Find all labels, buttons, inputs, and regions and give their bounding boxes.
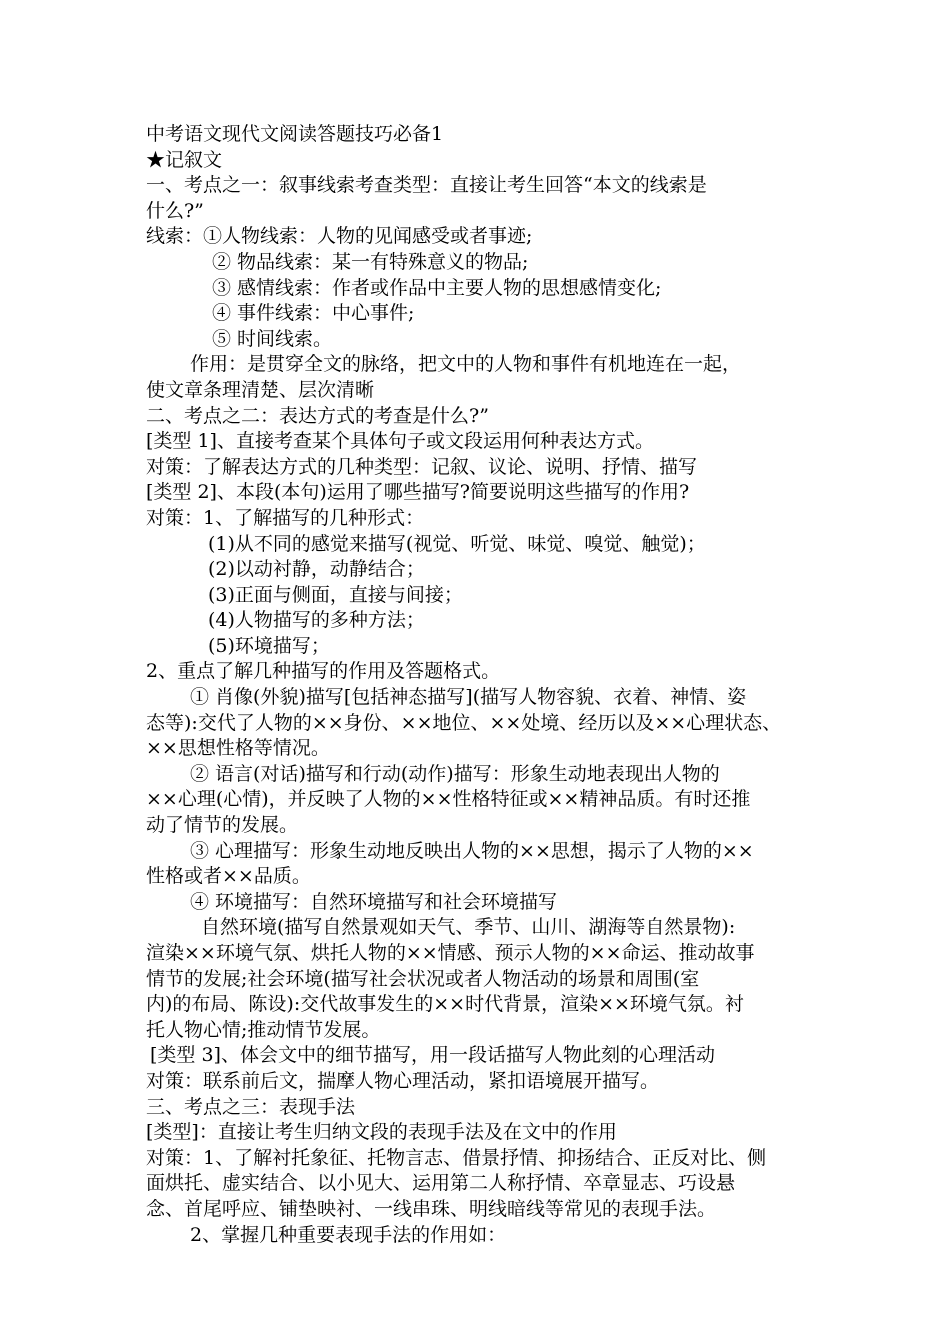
paragraph-line: [类型 1]、直接考查某个具体句子或文段运用何种表达方式。 <box>146 430 654 453</box>
clue-item: ③ 感情线索：作者或作品中主要人物的思想感情变化; <box>212 276 662 299</box>
paragraph-line: [类型 2]、本段(本句)运用了哪些描写?简要说明这些描写的作用? <box>146 481 690 504</box>
paragraph-line: 内)的布局、陈设):交代故事发生的××时代背景，渲染××环境气氛。衬 <box>146 993 744 1016</box>
form-item: (3)正面与侧面，直接与间接； <box>208 583 463 606</box>
paragraph-line: 一、考点之一：叙事线索考查类型：直接让考生回答“本文的线索是 <box>146 174 707 197</box>
paragraph-line: 对策：1、了解描写的几种形式： <box>146 506 425 529</box>
paragraph-line: 三、考点之三：表现手法 <box>146 1095 356 1118</box>
document-title: 中考语文现代文阅读答题技巧必备1 <box>146 123 444 145</box>
paragraph-line: ② 语言(对话)描写和行动(动作)描写：形象生动地表现出人物的 <box>190 762 720 785</box>
paragraph-line: 什么?” <box>146 199 204 222</box>
paragraph-line: ××心理(心情)，并反映了人物的××性格特征或××精神品质。有时还推 <box>146 788 751 811</box>
paragraph-line: 面烘托、虚实结合、以小见大、运用第二人称抒情、卒章显志、巧设悬 <box>146 1172 736 1195</box>
paragraph-line: 自然环境(描写自然景观如天气、季节、山川、湖海等自然景物): <box>201 916 736 939</box>
paragraph-line: 作用：是贯穿全文的脉络，把文中的人物和事件有机地连在一起， <box>190 353 742 376</box>
form-item: (1)从不同的感觉来描写(视觉、听觉、味觉、嗅觉、触觉)； <box>208 532 706 555</box>
paragraph-line: [类型]：直接让考生归纳文段的表现手法及在文中的作用 <box>146 1121 617 1144</box>
clue-item: ② 物品线索：某一有特殊意义的物品; <box>212 250 529 273</box>
paragraph-line: [类型 3]、体会文中的细节描写，用一段话描写人物此刻的心理活动 <box>150 1044 715 1067</box>
paragraph-line: 态等):交代了人物的××身份、××地位、××处境、经历以及××心理状态、 <box>146 711 782 734</box>
paragraph-line: 使文章条理清楚、层次清晰 <box>146 378 375 401</box>
paragraph-line: 对策：了解表达方式的几种类型：记叙、议论、说明、抒情、描写 <box>146 455 698 478</box>
clue-label: 线索：①人物线索：人物的见闻感受或者事迹; <box>146 225 533 248</box>
paragraph-line: 二、考点之二：表达方式的考查是什么?” <box>146 404 489 427</box>
paragraph-line: ××思想性格等情况。 <box>146 737 330 760</box>
clue-item: ⑤ 时间线索。 <box>212 327 333 350</box>
form-item: (5)环境描写； <box>208 634 330 657</box>
form-item: (4)人物描写的多种方法； <box>208 609 425 632</box>
paragraph-line: 2、重点了解几种描写的作用及答题格式。 <box>146 660 501 683</box>
paragraph-line: 动了情节的发展。 <box>146 814 299 837</box>
paragraph-line: ③ 心理描写：形象生动地反映出人物的××思想，揭示了人物的×× <box>190 839 754 862</box>
paragraph-line: 托人物心情;推动情节发展。 <box>146 1018 381 1041</box>
paragraph-line: 2、掌握几种重要表现手法的作用如： <box>190 1223 507 1246</box>
paragraph-line: 对策：联系前后文，揣摩人物心理活动，紧扣语境展开描写。 <box>146 1069 660 1092</box>
paragraph-line: 性格或者××品质。 <box>146 865 311 888</box>
clue-item: ④ 事件线索：中心事件; <box>212 302 415 325</box>
document-body <box>146 122 816 1248</box>
paragraph-line: ① 肖像(外貌)描写[包括神态描写](描写人物容貌、衣着、神情、姿 <box>190 686 747 709</box>
paragraph-line: 情节的发展;社会环境(描写社会状况或者人物活动的场景和周围(室 <box>146 967 700 990</box>
form-item: (2)以动衬静，动静结合； <box>208 558 425 581</box>
paragraph-line: ④ 环境描写：自然环境描写和社会环境描写 <box>190 890 558 913</box>
paragraph-line: 念、首尾呼应、铺垫映衬、一线串珠、明线暗线等常见的表现手法。 <box>146 1197 717 1220</box>
section-heading: ★记叙文 <box>146 148 223 171</box>
paragraph-line: 对策：1、了解衬托象征、托物言志、借景抒情、抑扬结合、正反对比、侧 <box>146 1146 767 1169</box>
paragraph-line: 渲染××环境气氛、烘托人物的××情感、预示人物的××命运、推动故事 <box>146 942 755 964</box>
